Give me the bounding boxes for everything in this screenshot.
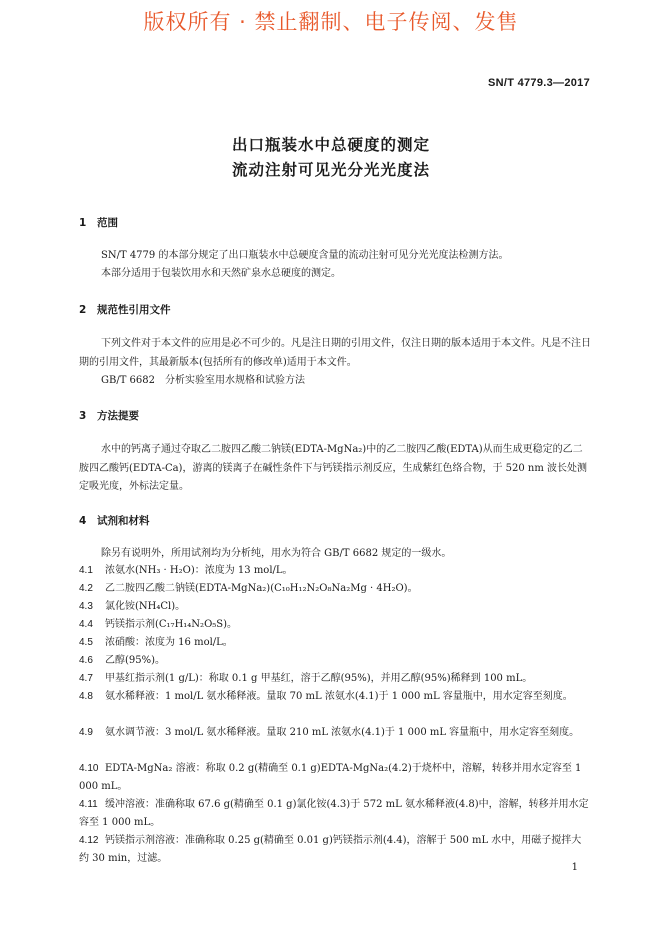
reference-entry: GB/T 6682 分析实验室用水规格和试验方法 xyxy=(101,375,306,386)
item-text: 氨水稀释液：1 mol/L 氨水稀释液。量取 70 mL 浓氨水(4.1)于 1 000 mL 容量瓶中，用水定容至刻度。 xyxy=(105,691,573,702)
list-item xyxy=(79,598,591,616)
list-item xyxy=(79,724,591,742)
list-item xyxy=(79,634,591,652)
section-title: 范围 xyxy=(97,217,118,229)
section-title: 试剂和材料 xyxy=(97,515,150,527)
paragraph: SN/T 4779 的本部分规定了出口瓶装水中总硬度含量的流动注射可见分光光度法检测方法。 xyxy=(101,250,509,261)
list-item xyxy=(79,616,591,634)
item-text: 钙镁指示剂溶液：准确称取 0.25 g(精确至 0.01 g)钙镁指示剂(4.4)，溶解于 500 mL 水中，用磁子搅拌大约 30 min，过滤。 xyxy=(79,835,582,864)
section-title: 规范性引用文件 xyxy=(97,304,171,316)
item-text: 氨水调节液：3 mol/L 氨水稀释液。量取 210 mL 浓氨水(4.1)于 1 000 mL 容量瓶中，用水定容至刻度。 xyxy=(105,727,580,738)
item-number: 4.7 xyxy=(79,673,93,684)
section-number: 2 xyxy=(79,304,87,316)
section-heading-normative-references xyxy=(79,302,171,317)
item-number: 4.3 xyxy=(79,601,93,612)
section-number: 1 xyxy=(79,217,87,229)
list-item xyxy=(79,760,591,796)
page-title: 出口瓶装水中总硬度的测定 xyxy=(231,136,430,154)
list-item xyxy=(79,832,591,868)
item-number: 4.9 xyxy=(79,727,93,738)
item-text: 缓冲溶液：准确称取 67.6 g(精确至 0.1 g)氯化铵(4.3)于 572 mL 氨水稀释液(4.8)中，溶解，转移并用水定容至 1 000 mL。 xyxy=(79,799,589,828)
list-item xyxy=(79,580,591,598)
item-number: 4.10 xyxy=(79,763,99,774)
item-text: 甲基红指示剂(1 g/L)：称取 0.1 g 甲基红，溶于乙醇(95%)，并用乙醇(95%)稀释到 100 mL。 xyxy=(105,673,533,684)
list-item xyxy=(79,688,591,706)
list-item xyxy=(79,562,591,580)
section-heading-scope xyxy=(79,215,118,230)
item-text: EDTA-MgNa₂ 溶液：称取 0.2 g(精确至 0.1 g)EDTA-MgNa₂(4.2)于烧杯中，溶解，转移并用水定容至 1 000 mL。 xyxy=(79,763,582,792)
paragraph: 水中的钙离子通过夺取乙二胺四乙酸二钠镁(EDTA-MgNa₂)中的乙二胺四乙酸(EDTA)从而生成更稳定的乙二胺四乙酸钙(EDTA-Ca)，游离的镁离子在碱性条件下与钙镁指示剂反应，生成紫红色络合物，于 520 nm 波长处测定吸光度，外标法定量。 xyxy=(79,444,588,492)
item-number: 4.2 xyxy=(79,583,93,594)
list-item xyxy=(79,652,591,670)
list-item xyxy=(79,796,591,832)
page-number: 1 xyxy=(571,862,578,873)
paragraph: 除另有说明外，所用试剂均为分析纯，用水为符合 GB/T 6682 规定的一级水。 xyxy=(101,548,452,559)
item-number: 4.12 xyxy=(79,835,99,846)
item-text: 钙镁指示剂(C₁₇H₁₄N₂O₅S)。 xyxy=(105,619,238,630)
item-text: 乙醇(95%)。 xyxy=(105,655,166,666)
paragraph: 本部分适用于包装饮用水和天然矿泉水总硬度的测定。 xyxy=(101,268,341,279)
item-number: 4.1 xyxy=(79,565,93,576)
item-text: 浓硝酸：浓度为 16 mol/L。 xyxy=(105,637,233,648)
list-item xyxy=(79,670,591,688)
item-text: 乙二胺四乙酸二钠镁(EDTA-MgNa₂)(C₁₀H₁₂N₂O₈Na₂Mg · 4H₂O)。 xyxy=(105,583,418,594)
item-number: 4.6 xyxy=(79,655,93,666)
standard-number: SN/T 4779.3—2017 xyxy=(487,77,590,89)
section-heading-reagents xyxy=(79,513,150,528)
copyright-watermark: 版权所有 · 禁止翻制、电子传阅、发售 xyxy=(143,10,519,34)
page-subtitle: 流动注射可见光分光光度法 xyxy=(231,161,430,179)
item-text: 氯化铵(NH₄Cl)。 xyxy=(105,601,186,612)
paragraph: 下列文件对于本文件的应用是必不可少的。凡是注日期的引用文件，仅注日期的版本适用于本文件。凡是不注日期的引用文件，其最新版本(包括所有的修改单)适用于本文件。 xyxy=(79,338,591,368)
item-number: 4.8 xyxy=(79,691,93,702)
section-number: 3 xyxy=(79,410,87,422)
item-number: 4.11 xyxy=(79,799,98,810)
section-heading-method-summary xyxy=(79,408,139,423)
item-text: 浓氨水(NH₃ · H₂O)：浓度为 13 mol/L。 xyxy=(105,565,293,576)
section-number: 4 xyxy=(79,515,87,527)
item-number: 4.5 xyxy=(79,637,93,648)
item-number: 4.4 xyxy=(79,619,93,630)
section-title: 方法提要 xyxy=(97,410,139,422)
